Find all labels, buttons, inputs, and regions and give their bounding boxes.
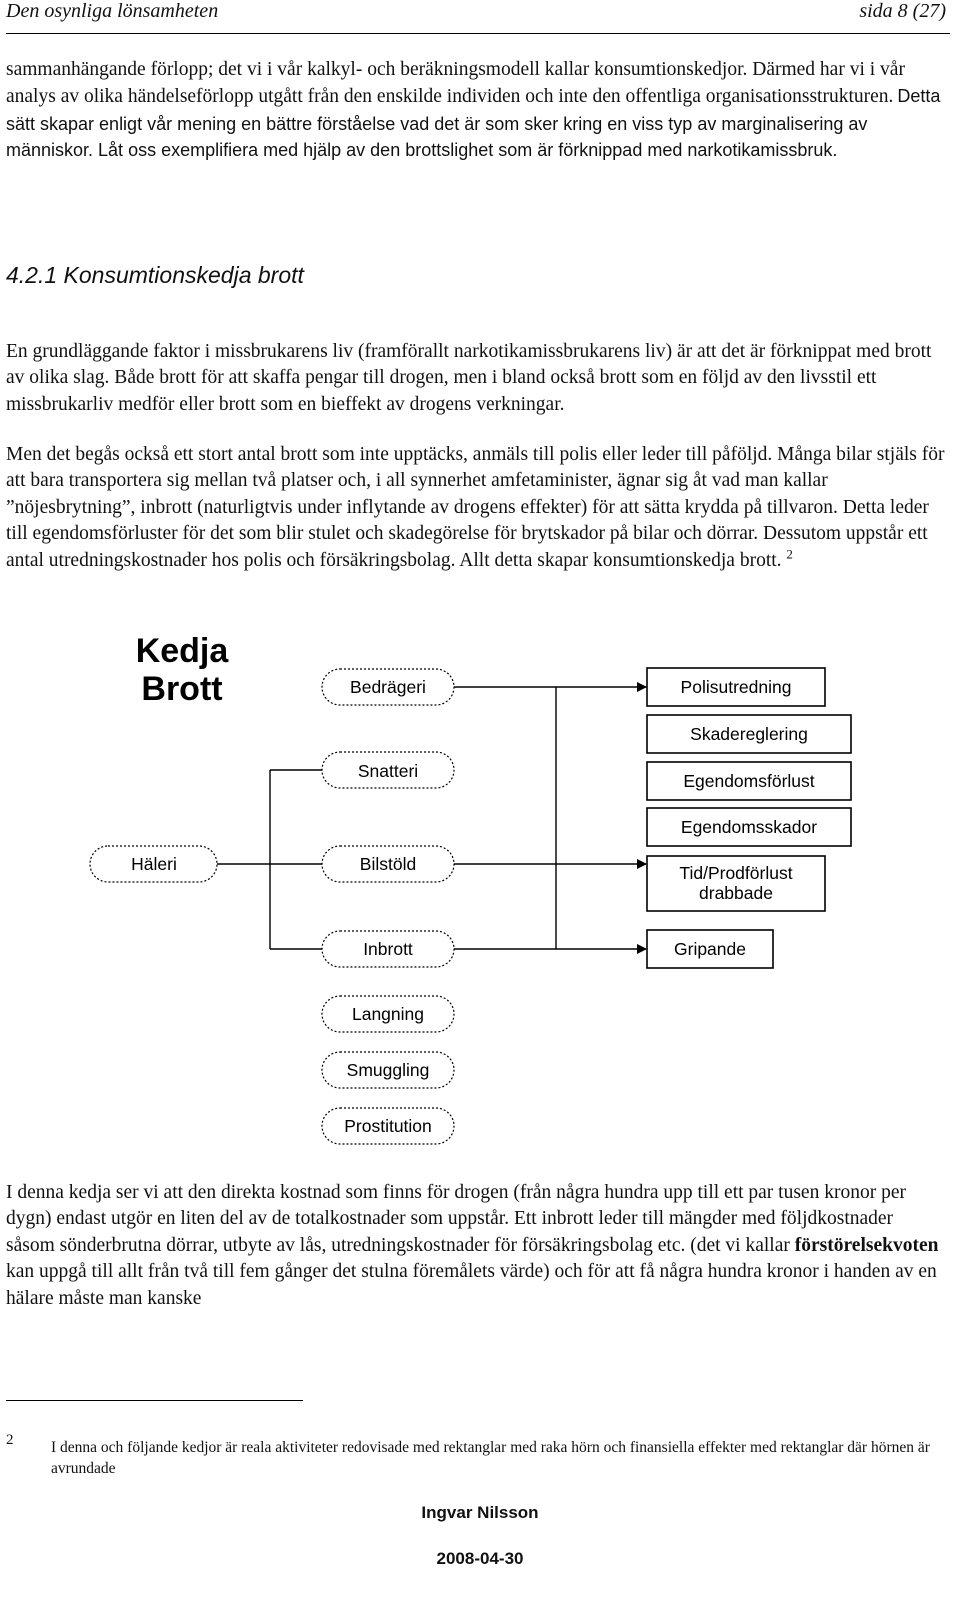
- label-egendomsskador: Egendomsskador: [680, 817, 818, 837]
- paragraph-3-bold-term: förstörelsekvoten: [794, 1234, 939, 1256]
- label-smuggling: Smuggling: [346, 1060, 430, 1080]
- diagram-title-line1: Kedja: [135, 632, 229, 670]
- footnote-reference: 2: [786, 546, 793, 562]
- diagram-title-line2: Brott: [141, 670, 223, 708]
- header-rule: [6, 33, 950, 34]
- footnote-rule: [6, 1400, 303, 1401]
- paragraph-3-text-a: I denna kedja ser vi att den direkta kostnad som finns för drogen (från några hundra upp till ett par tusen kronor per dygn) endast utgör en liten del av de totalkostnader som uppstår. Ett inbrott leder till mängder med följdkostnader såsom sönderbrutna dörrar, utbyte av lås, utredningskostnader för försäkringsbolag etc. (det vi kallar: [6, 1182, 906, 1256]
- paragraph-1: En grundläggande faktor i missbrukarens liv (framförallt narkotikamissbrukarens liv) är att det är förknippat med brott av olika slag. Både brott för att skaffa pengar till drogen, men i bland också brott som en följd av den livsstil ett missbrukarliv medför eller brott som en bieffekt av drogens verkningar.: [6, 341, 932, 415]
- label-prostitution: Prostitution: [344, 1116, 432, 1136]
- footnote-text: I denna och följande kedjor är reala aktiviteter redovisade med rektanglar med raka hörn och finansiella effekter med rektanglar där hörnen är avrundade: [51, 1439, 930, 1477]
- intro-paragraph: [6, 57, 946, 164]
- label-skadereglering: Skadereglering: [690, 724, 808, 744]
- paragraph-2: [6, 442, 946, 574]
- label-gripande: Gripande: [674, 939, 746, 959]
- running-header-page: sida 8 (27): [859, 0, 946, 22]
- label-snatteri: Snatteri: [357, 761, 419, 781]
- section-heading: 4.2.1 Konsumtionskedja brott: [6, 262, 304, 288]
- label-haleri: Häleri: [131, 854, 177, 874]
- running-header-title: Den osynliga lönsamheten: [6, 0, 219, 22]
- label-bedrageri: Bedrägeri: [350, 677, 426, 697]
- intro-serif-text: sammanhängande förlopp; det vi i vår kalkyl- och beräkningsmodell kallar konsumtionskedjor. Därmed har vi i vår analys av olika händelseförlopp utgått från den enskilde individen och inte den offentliga organisationsstrukturen.: [6, 59, 905, 108]
- footnote-number: 2: [6, 1432, 14, 1448]
- label-egendomsforlust: Egendomsförlust: [683, 771, 815, 791]
- paragraph-3: [6, 1180, 946, 1312]
- crime-chain-diagram: [0, 620, 960, 1150]
- footer-author: Ingvar Nilsson: [421, 1503, 539, 1522]
- label-langning: Langning: [351, 1004, 425, 1024]
- paragraph-2-text: Men det begås också ett stort antal brott som inte upptäcks, anmäls till polis eller leder till påföljd. Många bilar stjäls för att bara transportera sig mellan två platser och, i all synnerhet amfetaminister, ägnar sig åt vad man kallar ”nöjesbrytning”, inbrott (naturligtvis under inflytande av drogens effekter) för att sätta krydda på tillvaron. Detta leder till egendomsförluster för det som blir stulet och skadegörelse för brytskador på bilar och dörrar. Dessutom uppstår ett antal utredningskostnader hos polis och försäkringsbolag. Allt detta skapar konsumtionskedja brott.: [6, 444, 945, 571]
- label-polisutredning: Polisutredning: [680, 677, 792, 697]
- label-inbrott: Inbrott: [363, 939, 413, 959]
- label-drabbade: drabbade: [699, 883, 773, 903]
- intro-sans-text: Detta sätt skapar enligt vår mening en bättre förståelse vad det är som sker kring en viss typ av marginalisering av människor. Låt oss exemplifiera med hjälp av den brottslighet som är förknippad med narkotikamissbruk.: [6, 86, 941, 161]
- paragraph-3-text-b: kan uppgå till allt från två till fem gånger det stulna föremålets värde) och för att få några hundra kronor i handen av en hälare måste man kanske: [6, 1261, 937, 1309]
- label-tidprodforlust: Tid/Prodförlust: [679, 863, 793, 883]
- footer-date: 2008-04-30: [436, 1549, 524, 1568]
- label-bilstold: Bilstöld: [359, 854, 417, 874]
